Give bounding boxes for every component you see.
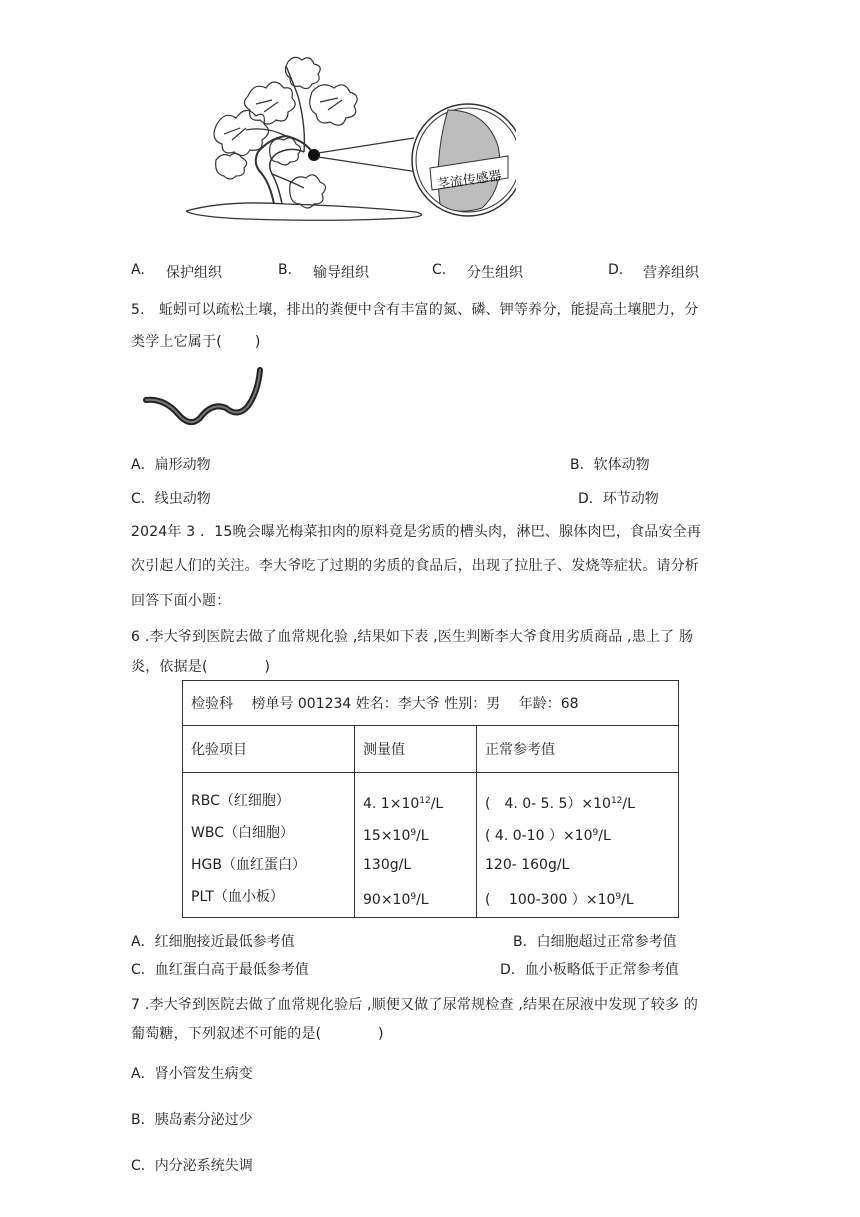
references-cell (477, 773, 679, 918)
earthworm-image (142, 362, 272, 434)
value-hgb: 130g/L (363, 857, 412, 873)
table-header-info: 检验科 榜单号 001234 姓名：李大爷 性别：男 年龄：68 (183, 681, 679, 726)
q4-option-d-letter[interactable]: D. (608, 262, 624, 278)
value-wbc: $15\times 10^9/L$ (363, 828, 429, 844)
sensor-label: 茎流传感器 (436, 168, 503, 193)
q7-option-c[interactable]: C．内分泌系统失调 (131, 1158, 253, 1174)
intro-line3: 回答下面小题： (131, 593, 231, 609)
q7-stem-line2: 葡萄糖，下列叙述不可能的是( ) (131, 1026, 384, 1042)
q5-option-a[interactable]: A．扁形动物 (131, 457, 211, 473)
blood-test-table (182, 680, 679, 918)
ref-hgb: 120- 160g/L (485, 857, 570, 873)
item-plt: PLT（血小板） (191, 889, 284, 905)
q6-stem-line1: 6 .李大爷到医院去做了血常规化验 ,结果如下表 ,医生判断李大爷食用劣质商品 ,患上了 肠 (131, 629, 694, 645)
plant-leaves (214, 57, 357, 208)
q6-option-a[interactable]: A．红细胞接近最低参考值 (131, 934, 295, 950)
ref-wbc: ( 4. 0-10 ）$\times 10^9/L$ (485, 828, 611, 844)
intro-line1: 2024年 3 ．15晚会曝光梅菜扣肉的原料竟是劣质的槽头肉，淋巴、腺体肉巴，食品安全再 (131, 524, 702, 540)
item-hgb: HGB（血红蛋白） (191, 857, 306, 873)
col-header-value: 测量值 (355, 726, 477, 773)
q7-stem-line1: 7 .李大爷到医院去做了血常规化验后 ,顺便又做了尿常规检查 ,结果在尿液中发现了较多 的 (131, 997, 699, 1013)
q4-option-a-letter[interactable]: A. (131, 262, 145, 278)
ref-plt: ( 100-300 ）$\times 10^9/L$ (485, 892, 634, 908)
q4-option-c-text[interactable]: 分生组织 (467, 265, 523, 281)
q4-option-a-text[interactable]: 保护组织 (166, 265, 222, 281)
col-header-item: 化验项目 (183, 726, 355, 773)
q5-option-d[interactable]: D．环节动物 (578, 491, 659, 507)
plant-sensor-figure (186, 56, 516, 221)
item-rbc: RBC（红细胞） (191, 793, 290, 809)
intro-line2: 次引起人们的关注。李大爷吃了过期的劣质的食品后，出现了拉肚子、发烧等症状。请分析 (131, 558, 699, 574)
q5-option-c[interactable]: C．线虫动物 (131, 491, 211, 507)
values-cell (355, 773, 477, 918)
q5-stem-line2: 类学上它属于( ) (131, 334, 261, 350)
item-wbc: WBC（白细胞） (191, 825, 294, 841)
value-plt: $90\times 10^9/L$ (363, 892, 429, 908)
value-rbc: 4. $1\times 10^{12}/L$ (363, 796, 444, 812)
q7-option-b[interactable]: B．胰岛素分泌过少 (131, 1112, 253, 1128)
q4-option-c-letter[interactable]: C. (432, 262, 447, 278)
q5-stem-line1: 5. 蚯蚓可以疏松土壤，排出的粪便中含有丰富的氮、磷、钾等养分，能提高土壤肥力，分 (131, 302, 699, 318)
q7-option-a[interactable]: A．肾小管发生病变 (131, 1066, 253, 1082)
q4-option-b-letter[interactable]: B. (278, 262, 293, 278)
q4-option-d-text[interactable]: 营养组织 (643, 265, 699, 281)
q4-option-b-text[interactable]: 输导组织 (313, 265, 369, 281)
q6-stem-line2: 炎，依据是( ) (131, 659, 271, 675)
q6-option-c[interactable]: C．血红蛋白高于最低参考值 (131, 962, 309, 978)
col-header-reference: 正常参考值 (477, 726, 679, 773)
sensor-point (308, 149, 320, 161)
q6-option-b[interactable]: B．白细胞超过正常参考值 (513, 934, 677, 950)
plant-stem (256, 136, 314, 204)
ground-shape (186, 203, 422, 220)
q5-option-b[interactable]: B．软体动物 (570, 457, 650, 473)
ref-rbc: ( 4. 0- 5. $5)\times 10^{12}/L$ (485, 796, 635, 812)
q6-option-d[interactable]: D．血小板略低于正常参考值 (500, 962, 679, 978)
items-cell (183, 773, 355, 918)
